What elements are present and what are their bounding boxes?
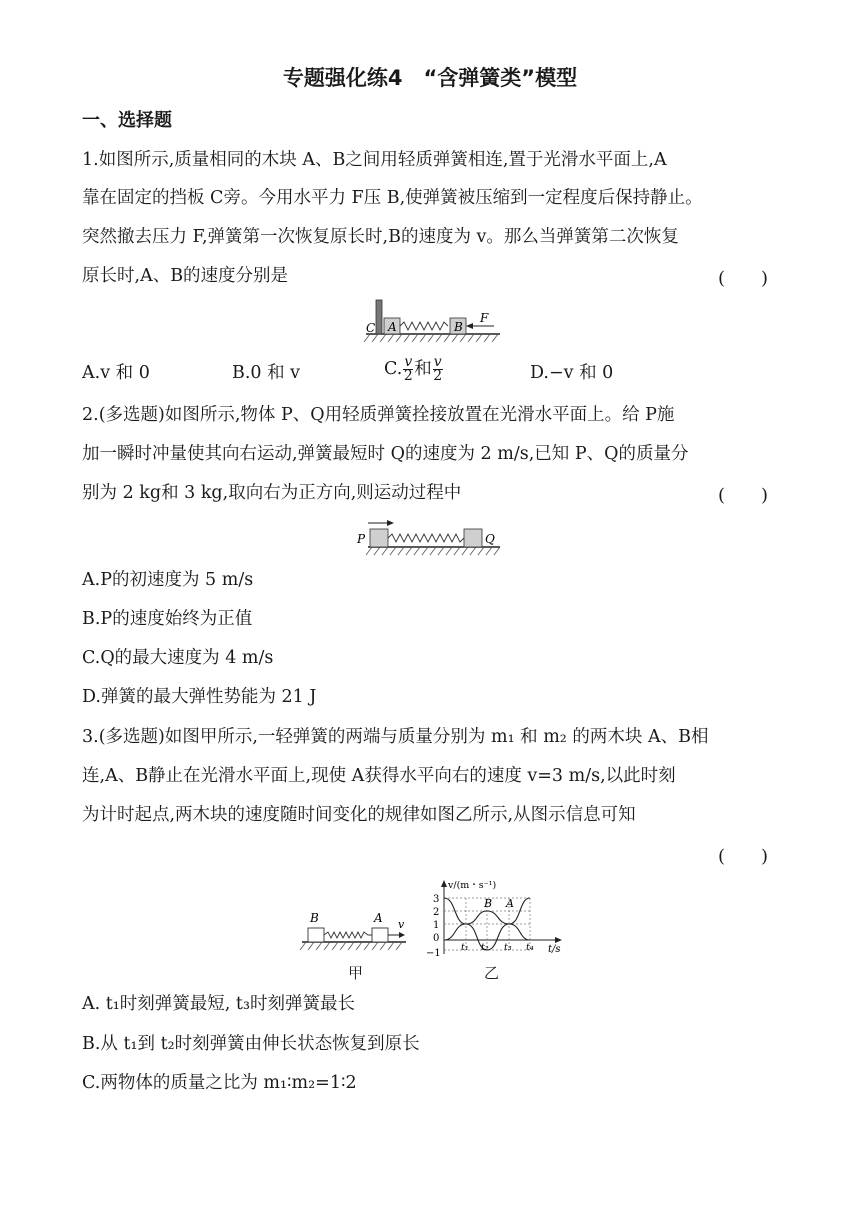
- curve-label-a: A: [506, 897, 514, 910]
- label-a: A: [374, 911, 383, 925]
- q2-option-d: D.弹簧的最大弹性势能为 21 J: [82, 687, 317, 707]
- spring-ab: [400, 322, 448, 330]
- caption-yi: 乙: [484, 964, 500, 982]
- label-p: P: [357, 532, 366, 546]
- axis-xlabel: t/s: [548, 944, 561, 955]
- q2-option-a: A.P的初速度为 5 m/s: [82, 570, 254, 590]
- q3-line-3: 为计时起点,两木块的速度随时间变化的规律如图乙所示,从图示信息可知: [82, 805, 636, 825]
- q3-line-1: 3.(多选题)如图甲所示,一轻弹簧的两端与质量分别为 m₁ 和 m₂ 的两木块 A、B相: [82, 727, 709, 747]
- label-q: Q: [485, 532, 495, 546]
- ytick-1: 1: [433, 920, 440, 931]
- ytick-0: 0: [433, 933, 440, 944]
- page-title: 专题强化练4 “含弹簧类”模型: [282, 66, 578, 90]
- q2-figure: [354, 515, 504, 557]
- q3-option-b: B.从 t₁到 t₂时刻弹簧由伸长状态恢复到原长: [82, 1034, 420, 1054]
- q1-option-a: A.v 和 0: [82, 363, 150, 383]
- q3-option-a: A. t₁时刻弹簧最短, t₃时刻弹簧最长: [82, 994, 355, 1014]
- label-v: v: [398, 918, 405, 931]
- section-heading: 一、选择题: [82, 110, 172, 131]
- block-q: [464, 529, 482, 547]
- q2-answer-paren: ( ): [718, 485, 769, 506]
- q2-line-1: 2.(多选题)如图所示,物体 P、Q用轻质弹簧拴接放置在光滑水平面上。给 P施: [82, 405, 675, 425]
- wall-c: [376, 300, 382, 334]
- q1-answer-paren: ( ): [718, 268, 769, 289]
- q3-option-c: C.两物体的质量之比为 m₁∶m₂=1∶2: [82, 1073, 357, 1093]
- tlabel-t3: t₃: [504, 942, 512, 953]
- q1-option-c: [384, 356, 444, 383]
- block-b: [308, 928, 324, 942]
- label-b: B: [454, 320, 463, 334]
- q1-figure: [360, 296, 510, 348]
- label-a: A: [388, 320, 397, 334]
- spring-pq: [388, 534, 464, 542]
- tlabel-t2: t₂: [481, 942, 489, 953]
- q2-option-b: B.P的速度始终为正值: [82, 609, 253, 629]
- ytick-3: 3: [433, 894, 440, 905]
- fraction-v-over-2: $\frac{v}{2}$: [433, 354, 443, 384]
- block-p: [370, 529, 388, 547]
- ytick-2: 2: [433, 907, 440, 918]
- label-c: C: [366, 321, 376, 335]
- ytick-neg1: −1: [426, 948, 441, 959]
- label-f: F: [480, 311, 489, 325]
- q1-line-1: 1.如图所示,质量相同的木块 A、B之间用轻质弹簧相连,置于光滑水平面上,A: [82, 150, 667, 170]
- q2-line-2: 加一瞬时冲量使其向右运动,弹簧最短时 Q的速度为 2 m/s,已知 P、Q的质量分: [82, 444, 689, 464]
- q2-option-c: C.Q的最大速度为 4 m/s: [82, 648, 274, 668]
- q3-figure-yi: [422, 876, 572, 966]
- spring-ba: [324, 932, 372, 938]
- q1-option-b: B.0 和 v: [232, 363, 301, 383]
- q3-answer-paren: ( ): [718, 846, 769, 867]
- caption-jia: 甲: [348, 964, 364, 982]
- fraction-v-over-2: $\frac{v}{2}$: [403, 354, 413, 384]
- q1-option-d: D.−v 和 0: [530, 363, 614, 383]
- q1-line-4: 原长时,A、B的速度分别是: [82, 266, 289, 286]
- curve-label-b: B: [484, 897, 493, 910]
- axis-ylabel: v/(m・s⁻¹): [448, 880, 497, 891]
- q1-line-3: 突然撤去压力 F,弹簧第一次恢复原长时,B的速度为 v。那么当弹簧第二次恢复: [82, 227, 679, 247]
- tlabel-t4: t₄: [526, 942, 534, 953]
- q3-figure-jia: [298, 906, 410, 956]
- q1-line-2: 靠在固定的挡板 C旁。今用水平力 F压 B,使弹簧被压缩到一定程度后保持静止。: [82, 188, 703, 208]
- q1-option-c-mid: 和: [414, 359, 432, 379]
- q2-line-3: 别为 2 kg和 3 kg,取向右为正方向,则运动过程中: [82, 483, 462, 503]
- tlabel-t1: t₁: [461, 942, 469, 953]
- q1-option-c-prefix: C.: [384, 359, 403, 379]
- q3-line-2: 连,A、B静止在光滑水平面上,现使 A获得水平向右的速度 v=3 m/s,以此时刻: [82, 766, 676, 786]
- label-b: B: [310, 911, 319, 925]
- block-a: [372, 928, 388, 942]
